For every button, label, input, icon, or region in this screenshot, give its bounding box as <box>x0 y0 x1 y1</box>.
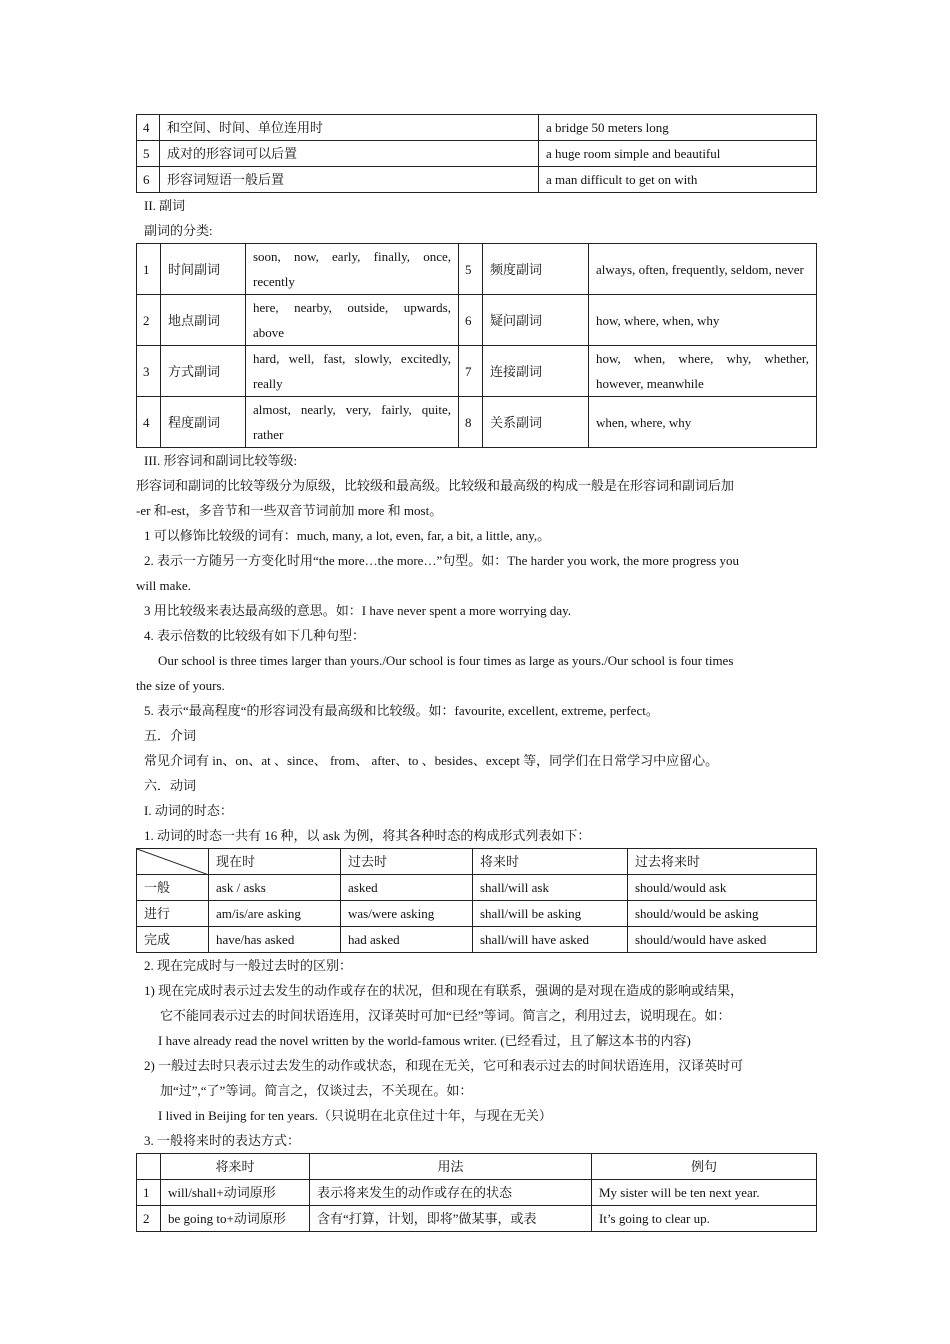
paragraph-line: will make. <box>136 578 191 593</box>
table-cell: shall/will ask <box>473 875 628 901</box>
example-line: rather <box>253 427 284 442</box>
table-header-row <box>137 1154 817 1180</box>
example-cell <box>246 397 459 448</box>
paragraph-line: -er 和-est，多音节和一些双音节词前加 more 和 most。 <box>136 503 443 518</box>
usage-cell: 含有“打算，计划，即将”做某事，或表 <box>310 1206 592 1232</box>
paragraph-line: 常见介词有 in、on、at 、since、 from、 after、to 、besides、except 等，同学们在日常学习中应留心。 <box>144 753 719 768</box>
paragraph-line: 加“过”,“了”等词。简言之，仅谈过去，不关现在。如： <box>160 1083 473 1098</box>
rule-cell: 成对的形容词可以后置 <box>160 141 539 167</box>
row-label: 进行 <box>137 901 209 927</box>
example-cell <box>246 295 459 346</box>
example-cell: a huge room simple and beautiful <box>539 141 817 167</box>
row-number: 2 <box>137 1206 161 1232</box>
table-row <box>137 167 817 193</box>
paragraph-line: 它不能同表示过去的时间状语连用，汉译英时可加“已经”等词。简言之，利用过去，说明现在。如： <box>160 1008 731 1023</box>
row-number: 5 <box>137 141 160 167</box>
example-line: soon, now, early, finally, once, <box>253 249 451 264</box>
table-row <box>137 295 817 346</box>
example-sentence: I lived in Beijing for ten years.（只说明在北京住过十年，与现在无关） <box>158 1108 552 1123</box>
diagonal-line <box>137 849 209 875</box>
row-number: 3 <box>137 346 161 397</box>
paragraph-line: 1. 动词的时态一共有 16 种，以 ask 为例，将其各种时态的构成形式列表如下： <box>144 828 591 843</box>
column-header: 用法 <box>310 1154 592 1180</box>
category-cell: 频度副词 <box>483 244 589 295</box>
row-number: 7 <box>459 346 483 397</box>
row-number: 4 <box>137 115 160 141</box>
form-cell: be going to+动词原形 <box>161 1206 310 1232</box>
form-cell: will/shall+动词原形 <box>161 1180 310 1206</box>
empty-header-cell <box>137 1154 161 1180</box>
example-line: how, when, where, why, whether, <box>596 351 809 366</box>
section-heading: 3. 一般将来时的表达方式： <box>144 1133 301 1148</box>
list-item: 1) 现在完成时表示过去发生的动作或存在的状况，但和现在有联系，强调的是对现在造成的影响或结果， <box>144 983 744 998</box>
example-line: almost, nearly, very, fairly, quite, <box>253 402 451 417</box>
row-label: 完成 <box>137 927 209 953</box>
column-header: 过去将来时 <box>628 849 817 875</box>
row-number: 2 <box>137 295 161 346</box>
example-line: above <box>253 325 285 340</box>
row-number: 5 <box>459 244 483 295</box>
category-cell: 程度副词 <box>161 397 246 448</box>
column-header: 例句 <box>592 1154 817 1180</box>
section-heading: 2. 现在完成时与一般过去时的区别： <box>144 958 353 973</box>
example-line: here, nearby, outside, upwards, <box>253 300 451 315</box>
category-cell: 时间副词 <box>161 244 246 295</box>
row-label: 一般 <box>137 875 209 901</box>
table-cell: was/were asking <box>341 901 473 927</box>
adverb-class-table <box>136 243 817 448</box>
section-heading: III. 形容词和副词比较等级: <box>144 453 298 468</box>
document-body <box>136 114 817 1232</box>
table-row <box>137 875 817 901</box>
column-header: 将来时 <box>161 1154 310 1180</box>
category-cell: 连接副词 <box>483 346 589 397</box>
table-header-row <box>137 849 817 875</box>
section-subheading: 副词的分类: <box>144 223 213 238</box>
section-subheading: I. 动词的时态： <box>144 803 233 818</box>
example-line: recently <box>253 274 295 289</box>
example-cell: It’s going to clear up. <box>592 1206 817 1232</box>
list-item: 3 用比较级来表达最高级的意思。如：I have never spent a more worrying day. <box>144 603 571 618</box>
table-row <box>137 1180 817 1206</box>
table-row <box>137 927 817 953</box>
column-header: 过去时 <box>341 849 473 875</box>
list-item: 2. 表示一方随另一方变化时用“the more…the more…”句型。如：The harder you work, the more progress you <box>144 553 739 568</box>
example-line: hard, well, fast, slowly, excitedly, <box>253 351 451 366</box>
table-row <box>137 397 817 448</box>
example-cell: when, where, why <box>589 397 817 448</box>
table-cell: am/is/are asking <box>209 901 341 927</box>
row-number: 6 <box>137 167 160 193</box>
table-row <box>137 901 817 927</box>
section-heading: 六．动词 <box>144 778 197 793</box>
example-cell: always, often, frequently, seldom, never <box>589 244 817 295</box>
list-item: 5. 表示“最高程度“的形容词没有最高级和比较级。如：favourite, excellent, extreme, perfect。 <box>144 703 659 718</box>
table-cell: should/would be asking <box>628 901 817 927</box>
table-cell: asked <box>341 875 473 901</box>
section-heading: 五．介词 <box>144 728 197 743</box>
table-cell: have/has asked <box>209 927 341 953</box>
paragraph-line: the size of yours. <box>136 678 225 693</box>
column-header: 现在时 <box>209 849 341 875</box>
list-item: 1 可以修饰比较级的词有：much, many, a lot, even, far, a bit, a little, any,。 <box>144 528 551 543</box>
example-line: really <box>253 376 283 391</box>
paragraph-line: 形容词和副词的比较等级分为原级，比较级和最高级。比较级和最高级的构成一般是在形容词和副词后加 <box>136 478 735 493</box>
tense-table <box>136 848 817 953</box>
row-number: 4 <box>137 397 161 448</box>
example-sentence: Our school is three times larger than yours./Our school is four times as large as yours./Our school is four times <box>158 653 734 668</box>
list-item: 2) 一般过去时只表示过去发生的动作或状态，和现在无关，它可和表示过去的时间状语连用，汉译英时可 <box>144 1058 744 1073</box>
example-cell: My sister will be ten next year. <box>592 1180 817 1206</box>
list-item: 4. 表示倍数的比较级有如下几种句型： <box>144 628 366 643</box>
section-heading: II. 副词 <box>144 198 186 213</box>
category-cell: 关系副词 <box>483 397 589 448</box>
example-cell: a bridge 50 meters long <box>539 115 817 141</box>
table-row <box>137 1206 817 1232</box>
table-cell: should/would have asked <box>628 927 817 953</box>
table-row <box>137 346 817 397</box>
usage-cell: 表示将来发生的动作或存在的状态 <box>310 1180 592 1206</box>
table-row <box>137 115 817 141</box>
row-number: 1 <box>137 244 161 295</box>
table-cell: shall/will be asking <box>473 901 628 927</box>
adjective-position-table <box>136 114 817 193</box>
category-cell: 方式副词 <box>161 346 246 397</box>
category-cell: 疑问副词 <box>483 295 589 346</box>
row-number: 8 <box>459 397 483 448</box>
table-cell: shall/will have asked <box>473 927 628 953</box>
rule-cell: 形容词短语一般后置 <box>160 167 539 193</box>
rule-cell: 和空间、时间、单位连用时 <box>160 115 539 141</box>
example-cell: how, where, when, why <box>589 295 817 346</box>
example-cell <box>246 244 459 295</box>
example-cell: a man difficult to get on with <box>539 167 817 193</box>
example-cell <box>589 346 817 397</box>
future-tense-table <box>136 1153 817 1232</box>
category-cell: 地点副词 <box>161 295 246 346</box>
column-header: 将来时 <box>473 849 628 875</box>
table-cell: had asked <box>341 927 473 953</box>
row-number: 1 <box>137 1180 161 1206</box>
diagonal-header-cell <box>137 849 209 875</box>
table-row <box>137 141 817 167</box>
table-cell: ask / asks <box>209 875 341 901</box>
example-line: however, meanwhile <box>596 376 704 391</box>
example-sentence: I have already read the novel written by the world-famous writer. (已经看过，且了解这本书的内容) <box>158 1033 691 1048</box>
table-row <box>137 244 817 295</box>
row-number: 6 <box>459 295 483 346</box>
example-cell <box>246 346 459 397</box>
table-cell: should/would ask <box>628 875 817 901</box>
